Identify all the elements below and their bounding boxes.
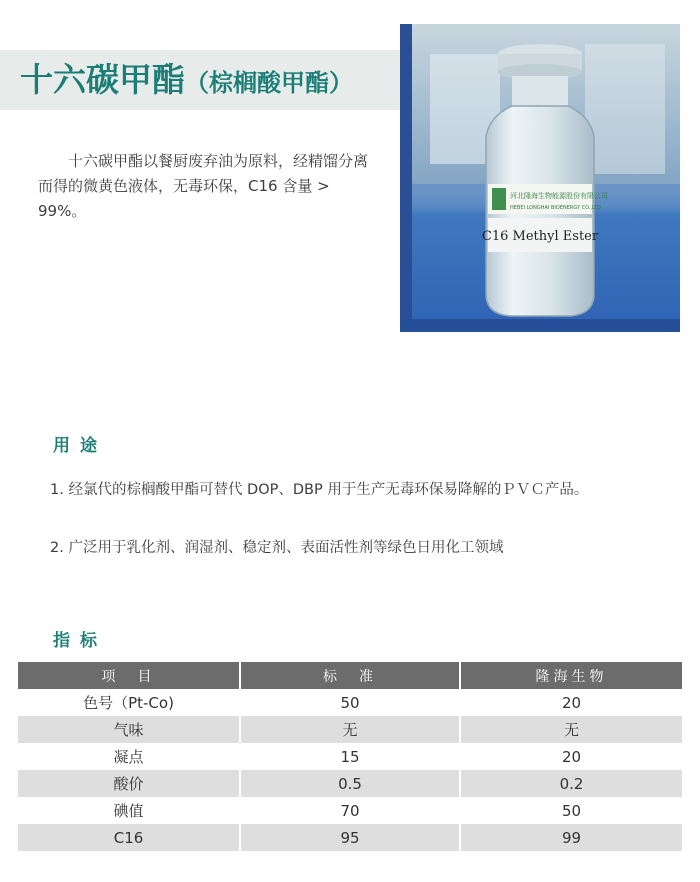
col-longhai-header: 隆海生物 [460,662,682,689]
spec-item: 凝点 [18,743,240,770]
specs-heading: 指标 [53,631,107,651]
spec-standard: 0.5 [240,770,460,797]
title-sub: （棕榈酸甲酯） [185,69,353,97]
spec-standard: 50 [240,689,460,716]
intro-text [38,149,368,224]
use-item-2: 2. 广泛用于乳化剂、润湿剂、稳定剂、表面活性剂等绿色日用化工领域 [50,540,504,556]
spec-longhai: 99 [460,824,682,851]
spec-standard: 95 [240,824,460,851]
bottle-label-cn: 河北隆海生物能源股份有限公司 [510,192,608,200]
spec-standard: 70 [240,797,460,824]
spec-table [18,662,682,851]
table-row [18,716,682,743]
col-standard-header: 标 准 [240,662,460,689]
uses-heading: 用途 [53,436,107,456]
table-row [18,743,682,770]
bottle-label-en: HEBEI LONGHAI BIOENERGY CO.,LTD [510,205,602,211]
spec-longhai: 20 [460,689,682,716]
col-item-header: 项 目 [18,662,240,689]
spec-item: C16 [18,824,240,851]
table-row [18,689,682,716]
spec-longhai: 20 [460,743,682,770]
product-photo [400,24,680,332]
spec-standard: 无 [240,716,460,743]
bottle-product-name: C16 Methyl Ester [481,229,599,244]
spec-item: 酸价 [18,770,240,797]
table-row [18,770,682,797]
spec-item: 气味 [18,716,240,743]
spec-item: 碘值 [18,797,240,824]
page-title [20,58,353,102]
spec-standard: 15 [240,743,460,770]
spec-longhai: 0.2 [460,770,682,797]
spec-header-row [18,662,682,689]
table-row [18,797,682,824]
spec-longhai: 无 [460,716,682,743]
spec-item: 色号（Pt-Co) [18,689,240,716]
table-row [18,824,682,851]
spec-longhai: 50 [460,797,682,824]
use-item-1: 1. 经氯代的棕榈酸甲酯可替代 DOP、DBP 用于生产无毒环保易降解的ＰＶＣ产品。 [50,482,589,498]
title-main: 十六碳甲酯 [20,60,185,99]
intro-paragraph: 十六碳甲酯以餐厨废弃油为原料，经精馏分离而得的微黄色液体，无毒环保，C16 含量 > 99%。 [38,152,369,220]
